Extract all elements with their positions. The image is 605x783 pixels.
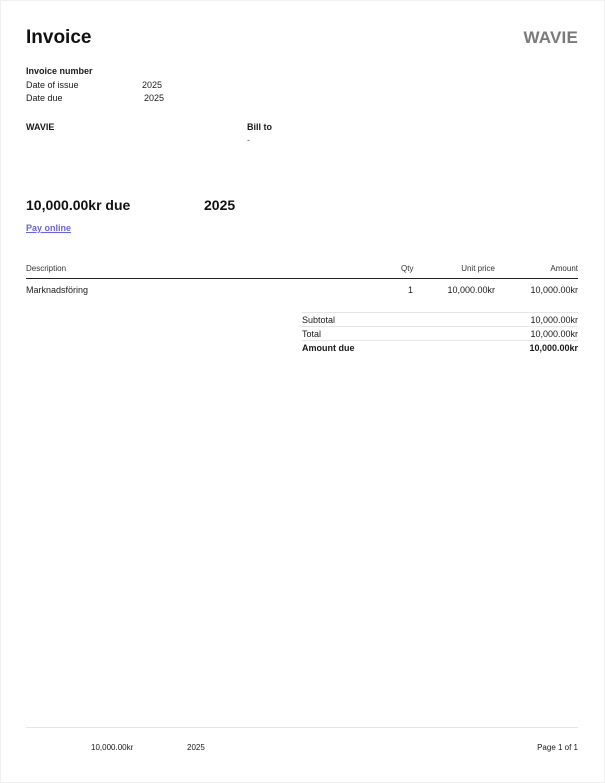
column-header-description: Description [26, 264, 67, 273]
footer-divider [26, 727, 578, 728]
line-item-amount: 10,000.00kr [530, 285, 578, 295]
footer-page-number: Page 1 of 1 [537, 743, 578, 752]
line-item-qty: 1 [407, 285, 413, 295]
subtotal-value: 10,000.00kr [530, 315, 578, 325]
amount-due-heading: 10,000.00kr due [26, 197, 131, 213]
date-of-issue [26, 80, 163, 90]
invoice-number-label-text: Invoice number [26, 66, 93, 76]
date-due-label: Date due [26, 93, 63, 103]
amount-due-label: Amount due [302, 343, 355, 353]
pay-online-link[interactable]: Pay online [26, 223, 72, 233]
line-item-description: Marknadsföring [26, 285, 89, 295]
column-header-qty: Qty [401, 264, 414, 273]
table-header-divider [26, 278, 578, 279]
invoice-number-label [26, 66, 93, 76]
footer-year: 2025 [187, 743, 205, 752]
invoice-title: Invoice [26, 27, 92, 48]
from-company-name: WAVIE [26, 122, 55, 132]
bill-to-label: Bill to [247, 122, 272, 132]
bill-to-value: - [247, 135, 250, 145]
date-of-issue-value: 2025 [142, 80, 163, 90]
date-due-value: 2025 [144, 93, 165, 103]
brand-logo-text: WAVIE [523, 28, 578, 47]
amount-due-value: 10,000.00kr [529, 343, 578, 353]
date-of-issue-label: Date of issue [26, 80, 79, 90]
subtotal-label: Subtotal [302, 315, 336, 325]
total-divider [302, 326, 578, 327]
column-header-amount: Amount [550, 264, 578, 273]
amount-due-year: 2025 [204, 197, 236, 213]
footer-amount: 10,000.00kr [91, 743, 134, 752]
date-due [26, 93, 165, 103]
subtotal-divider [302, 312, 578, 313]
total-label: Total [302, 329, 322, 339]
line-item-unit-price: 10,000.00kr [447, 285, 495, 295]
column-header-unit-price: Unit price [461, 264, 495, 273]
amount-due-divider [302, 340, 578, 341]
total-value: 10,000.00kr [530, 329, 578, 339]
